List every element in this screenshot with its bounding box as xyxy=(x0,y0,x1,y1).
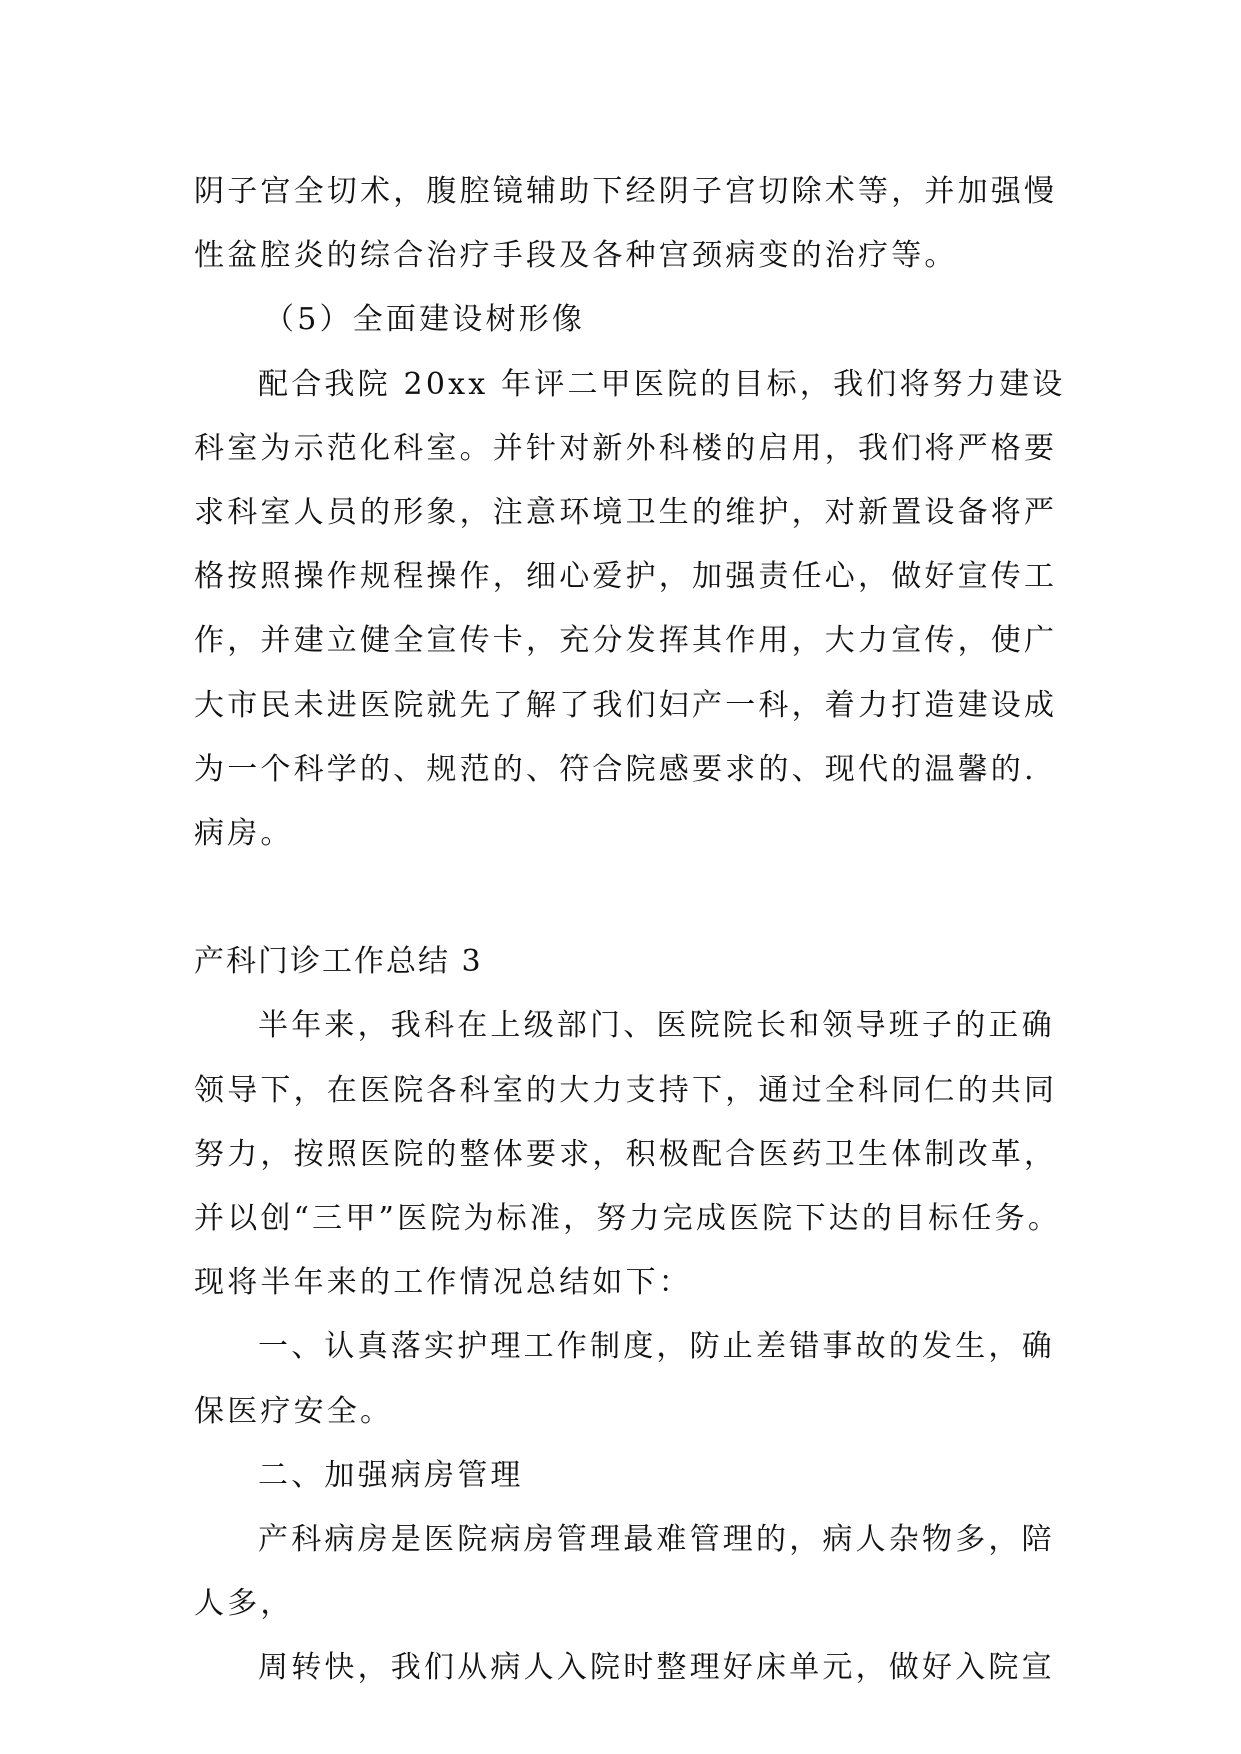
document-body xyxy=(194,160,1074,1701)
paragraph-line: 病房。 xyxy=(194,815,294,851)
paragraph-line: 人多， xyxy=(194,1586,294,1622)
section-heading: 二、加强病房管理 xyxy=(258,1457,524,1493)
section-heading: （5）全面建设树形像 xyxy=(264,302,586,338)
paragraph-line: 保医疗安全。 xyxy=(194,1393,394,1429)
paragraph-line: 格按照操作规程操作，细心爱护，加强责任心，做好宣传工 xyxy=(194,559,1058,595)
document-title: 产科门诊工作总结 3 xyxy=(194,944,483,980)
paragraph-line: 求科室人员的形象，注意环境卫生的维护，对新置设备将严 xyxy=(194,494,1058,530)
paragraph-line: 并以创“三甲”医院为标准，努力完成医院下达的目标任务。 xyxy=(194,1201,1062,1236)
paragraph-line: 配合我院 20xx 年评二甲医院的目标，我们将努力建设 xyxy=(258,366,1066,402)
paragraph-line: 科室为示范化科室。并针对新外科楼的启用，我们将严格要 xyxy=(194,430,1058,466)
paragraph-line: 性盆腔炎的综合治疗手段及各种宫颈病变的治疗等。 xyxy=(194,238,958,274)
paragraph-line: 领导下，在医院各科室的大力支持下，通过全科同仁的共同 xyxy=(194,1072,1058,1108)
paragraph-line: 努力，按照医院的整体要求，积极配合医药卫生体制改革， xyxy=(194,1136,1058,1172)
paragraph-line: 为一个科学的、规范的、符合院感要求的、现代的温馨的. xyxy=(194,751,1037,787)
paragraph-line: 作，并建立健全宣传卡，充分发挥其作用，大力宣传，使广 xyxy=(194,623,1058,659)
paragraph-line: 周转快，我们从病人入院时整理好床单元，做好入院宣 xyxy=(258,1650,1055,1686)
paragraph-line: 现将半年来的工作情况总结如下： xyxy=(194,1265,692,1301)
paragraph-line: 阴子宫全切术，腹腔镜辅助下经阴子宫切除术等，并加强慢 xyxy=(194,174,1058,209)
paragraph-line: 半年来，我科在上级部门、医院院长和领导班子的正确 xyxy=(258,1008,1055,1044)
paragraph-line: 大市民未进医院就先了解了我们妇产一科，着力打造建设成 xyxy=(194,687,1058,723)
paragraph-line: 产科病房是医院病房管理最难管理的，病人杂物多，陪 xyxy=(258,1521,1055,1557)
section-heading: 一、认真落实护理工作制度，防止差错事故的发生，确 xyxy=(258,1329,1055,1365)
blank-line xyxy=(194,866,1074,930)
